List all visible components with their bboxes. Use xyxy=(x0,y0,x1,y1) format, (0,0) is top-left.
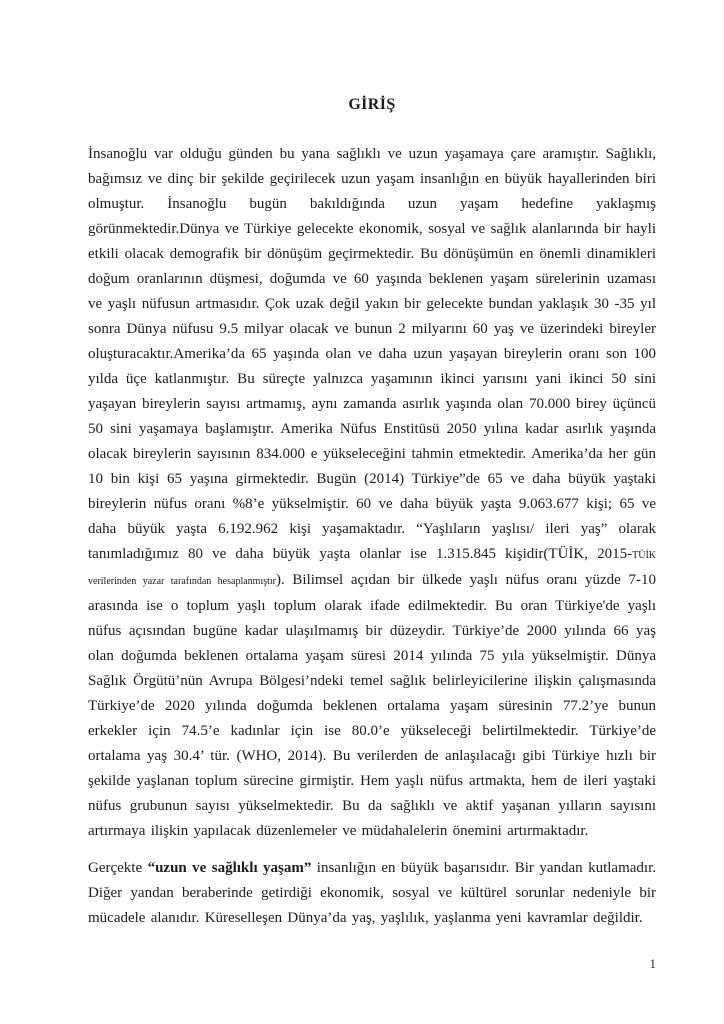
paragraph-1-lead: İnsanoğlu var olduğu günden bu yana sağlıklı ve uzun yaşamaya çare aramıştır. Sağlıklı, bağımsız ve dinç bir şekilde geçirilecek uzun yaşam insanlığın en büyük hayallerinden biri olmuştur. İnsanoğlu bugün bakıldığında uzun yaşam hedefine yaklaşmış görünmektedir.Dünya ve Türkiye gelecekte ekonomik, sosyal ve sağlık alanlarında bir hayli etkili olacak demografik bir dönüşüm geçirmektedir. Bu dönüşümün en önemli dinamikleri doğum oranlarının düşmesi, doğumda ve 60 yaşında beklenen yaşam sürelerinin uzaması ve yaşlı nüfusun artmasıdır. Çok uzak değil yakın bir gelecekte bundan yaklaşık 30 -35 yıl sonra Dünya nüfusu 9.5 milyar olacak ve bunun 2 milyarını 60 yaş ve üzerindeki bireyler oluşturacaktır.Amerika’da 65 yaşında olan ve daha uzun yaşayan bireylerin oranı son 100 yılda üçe katlanmıştır. Bu süreçte yalnızca yaşamının ikinci yarısını yani ikinci 50 sini yaşayan bireylerin sayısı artmamış, aynı zamanda asırlık yaşında olan 70.000 birey üçüncü 50 sini yaşamaya başlamıştır. Amerika Nüfus Enstitüsü 2050 yılına kadar asırlık yaşında olacak bireylerin sayısının 834.000 e yükseleceğini tahmin etmektedir. Amerika’da her gün 10 bin kişi 65 yaşına girmektedir. Bugün (2014) Türkiye”de 65 ve daha büyük yaştaki bireylerin nüfus oranı %8’e yükselmiştir. 60 ve daha büyük yaşta 9.063.677 kişi; 65 ve daha büyük yaşta 6.192.962 kişi yaşamaktadır. “Yaşlıların yaşlısı/ ileri yaş” olarak tanımladığımız 80 ve daha büyük yaşta olanlar ise 1.315.845 kişidir(TÜİK, 2015- xyxy=(88,146,656,562)
paragraph-2 xyxy=(88,856,656,931)
paragraph-2-rest: insanlığın en büyük başarısıdır. Bir yandan kutlamadır. Diğer yandan beraberinde getirdiği ekonomik, sosyal ve kültürel sorunlar nedeniyle bir mücadele alanıdır. Küreselleşen Dünya’da yaş, yaşlılık, yaşlanma yeni kavramlar değildir. xyxy=(88,860,656,926)
paragraph-2-lead: Gerçekte xyxy=(88,860,148,876)
bold-phrase: “uzun ve sağlıklı yaşam” xyxy=(147,860,312,876)
text-block xyxy=(88,96,656,943)
page-number: 1 xyxy=(649,956,656,971)
paragraph-1 xyxy=(88,142,656,844)
inline-citation-note: TÜİK verilerinden yazar tarafından hesaplanmıştır xyxy=(88,550,656,587)
section-title: GİRİŞ xyxy=(348,96,396,113)
paragraph-1-rest: ). Bilimsel açıdan bir ülkede yaşlı nüfus oranı yüzde 7-10 arasında ise o toplum yaşlı toplum olarak ifade edilmektedir. Bu oran Türkiye'de yaşlı nüfus açısından bugüne kadar ulaşılmamış bir düzeydir. Türkiye’de 2000 yılında 66 yaş olan doğumda beklenen ortalama yaşam süresi 2014 yılında 75 yıla yükselmiştir. Dünya Sağlık Örgütü’nün Avrupa Bölgesi’ndeki temel sağlık belirleyicilerine ilişkin çalışmasında Türkiye’de 2020 yılında doğumda beklenen ortalama yaşam süresinin 77.2’ye bunun erkekler için 74.5’e kadınlar için ise 80.0’e yükseleceği belirtilmektedir. Türkiye’de ortalama yaş 30.4’ tür. (WHO, 2014). Bu verilerden de anlaşılacağı gibi Türkiye hızlı bir şekilde yaşlanan toplum sürecine girmiştir. Hem yaşlı nüfus artmakta, hem de ileri yaştaki nüfus grubunun sayısı yükselmektedir. Bu da sağlıklı ve aktif yaşanan yılların sayısını artırmaya ilişkin yapılacak düzenlemeler ve müdahalelerin önemini artırmaktadır. xyxy=(88,572,656,839)
